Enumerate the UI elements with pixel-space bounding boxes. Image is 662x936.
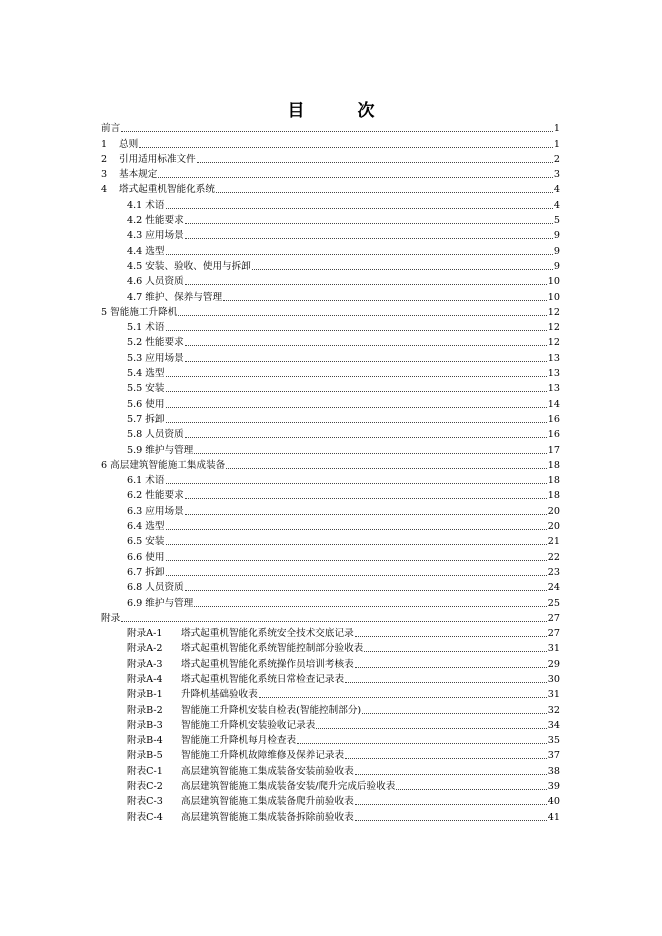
toc-entry[interactable]	[101, 579, 560, 594]
dot-leader	[364, 651, 547, 652]
toc-entry[interactable]	[101, 686, 560, 701]
toc-entry-title: 5.9 维护与管理	[127, 444, 194, 456]
toc-entry[interactable]	[101, 518, 560, 533]
dot-leader	[194, 453, 547, 454]
toc-entry-title: 附录	[101, 612, 121, 624]
toc-entry-page: 32	[547, 704, 560, 716]
toc-entry-title: 6 高层建筑智能施工集成装备	[101, 459, 226, 471]
dot-leader	[252, 269, 553, 270]
toc-entry-page: 9	[553, 260, 560, 272]
toc-entry-title: 6.6 使用	[127, 551, 165, 563]
dot-leader	[185, 361, 547, 362]
toc-entry[interactable]	[101, 196, 560, 211]
toc-entry-page: 4	[553, 184, 560, 196]
toc-entry-page: 10	[547, 276, 560, 288]
toc-entry-title: 前言	[101, 123, 121, 135]
toc-entry-title: 智能施工升降机故障维修及保养记录表	[181, 750, 345, 762]
dot-leader	[355, 636, 547, 637]
toc-entry[interactable]	[101, 380, 560, 395]
toc-entry-title: 总则	[119, 138, 139, 150]
toc-entry-page: 10	[547, 291, 560, 303]
toc-entry-title: 升降机基础验收表	[181, 689, 258, 701]
toc-entry[interactable]	[101, 487, 560, 502]
toc-entry-page: 18	[547, 475, 560, 487]
toc-entry[interactable]	[101, 625, 560, 640]
toc-entry[interactable]	[101, 548, 560, 563]
toc-entry-title: 5.7 拆卸	[127, 413, 165, 425]
dot-leader	[185, 514, 547, 515]
toc-entry-page: 17	[547, 444, 560, 456]
dot-leader	[158, 177, 553, 178]
dot-leader	[166, 376, 547, 377]
toc-entry[interactable]	[101, 258, 560, 273]
toc-entry[interactable]	[101, 732, 560, 747]
toc-entry[interactable]	[101, 701, 560, 716]
toc-entry-page: 24	[547, 582, 560, 594]
toc-entry-title: 6.8 人员资质	[127, 582, 184, 594]
toc-entry[interactable]	[101, 304, 560, 319]
toc-entry[interactable]	[101, 349, 560, 364]
toc-entry[interactable]	[101, 533, 560, 548]
toc-entry-page: 12	[547, 322, 560, 334]
toc-entry-page: 16	[547, 413, 560, 425]
dot-leader	[297, 743, 547, 744]
toc-entry-number: 附表C-3	[127, 796, 163, 808]
toc-entry-title: 塔式起重机智能化系统智能控制部分验收表	[181, 643, 364, 655]
toc-entry-page: 13	[547, 368, 560, 380]
dot-leader	[185, 437, 547, 438]
toc-entry[interactable]	[101, 793, 560, 808]
toc-entry-number: 附表C-2	[127, 781, 163, 793]
dot-leader	[166, 529, 547, 530]
toc-entry-number: 3	[101, 169, 108, 181]
toc-entry-number: 附录B-3	[127, 719, 163, 731]
toc-entry-title: 5 智能施工升降机	[101, 306, 178, 318]
toc-entry-title: 5.4 选型	[127, 368, 165, 380]
toc-entry-number: 附表C-4	[127, 811, 163, 823]
toc-entry-title: 塔式起重机智能化系统操作员培训考核表	[181, 658, 354, 670]
toc-entry[interactable]	[101, 365, 560, 380]
toc-entry[interactable]	[101, 564, 560, 579]
dot-leader	[355, 820, 547, 821]
toc-entry-title: 5.3 应用场景	[127, 352, 184, 364]
toc-entry[interactable]	[101, 472, 560, 487]
table-of-contents	[101, 120, 560, 824]
dot-leader	[362, 713, 547, 714]
toc-entry-title: 5.6 使用	[127, 398, 165, 410]
dot-leader	[166, 422, 547, 423]
dot-leader	[185, 223, 553, 224]
toc-entry-page: 38	[547, 765, 560, 777]
toc-entry-title: 智能施工升降机每月检查表	[181, 735, 297, 747]
toc-entry[interactable]	[101, 135, 560, 150]
toc-entry-page: 34	[547, 719, 560, 731]
toc-entry[interactable]	[101, 457, 560, 472]
toc-entry-page: 18	[547, 490, 560, 502]
toc-entry[interactable]	[101, 717, 560, 732]
dot-leader	[178, 315, 546, 316]
dot-leader	[185, 284, 547, 285]
dot-leader	[316, 728, 546, 729]
toc-entry-title: 6.7 拆卸	[127, 566, 165, 578]
dot-leader	[121, 621, 547, 622]
toc-entry[interactable]	[101, 151, 560, 166]
toc-entry-title: 塔式起重机智能化系统日常检查记录表	[181, 673, 345, 685]
toc-entry[interactable]	[101, 319, 560, 334]
toc-entry-page: 12	[547, 337, 560, 349]
toc-entry-number: 附录B-4	[127, 735, 163, 747]
toc-entry-title: 基本规定	[119, 169, 158, 181]
dot-leader	[355, 667, 547, 668]
toc-entry-number: 附录B-2	[127, 704, 163, 716]
dot-leader	[185, 590, 547, 591]
dot-leader	[166, 560, 547, 561]
dot-leader	[226, 468, 547, 469]
dot-leader	[216, 192, 553, 193]
toc-entry-number: 附录A-3	[127, 658, 163, 670]
dot-leader	[259, 697, 547, 698]
toc-entry-page: 30	[547, 673, 560, 685]
toc-entry-page: 27	[547, 628, 560, 640]
dot-leader	[166, 391, 547, 392]
toc-entry-number: 附录A-4	[127, 673, 163, 685]
toc-entry-title: 5.5 安装	[127, 383, 165, 395]
toc-entry[interactable]	[101, 273, 560, 288]
toc-entry-page: 1	[553, 123, 560, 135]
toc-entry-page: 37	[547, 750, 560, 762]
toc-entry-number: 4	[101, 184, 108, 196]
toc-entry-page: 20	[547, 505, 560, 517]
toc-entry[interactable]	[101, 181, 560, 196]
dot-leader	[166, 483, 547, 484]
toc-entry[interactable]	[101, 594, 560, 609]
toc-entry-title: 高层建筑智能施工集成装备安装前验收表	[181, 765, 354, 777]
toc-entry-title: 4.4 选型	[127, 245, 165, 257]
toc-entry-number: 附录B-1	[127, 689, 163, 701]
toc-entry-page: 23	[547, 566, 560, 578]
toc-entry-number: 附录A-1	[127, 628, 163, 640]
toc-entry[interactable]	[101, 212, 560, 227]
toc-entry-title: 6.4 选型	[127, 521, 165, 533]
dot-leader	[166, 544, 547, 545]
dot-leader	[396, 789, 546, 790]
toc-entry-page: 41	[547, 811, 560, 823]
toc-entry-title: 6.9 维护与管理	[127, 597, 194, 609]
toc-entry-number: 附录A-2	[127, 643, 163, 655]
toc-entry-page: 40	[547, 796, 560, 808]
dot-leader	[166, 254, 553, 255]
toc-entry-page: 39	[547, 781, 560, 793]
toc-entry-page: 1	[553, 138, 560, 150]
toc-title: 目 次	[287, 101, 393, 121]
toc-entry-page: 31	[547, 643, 560, 655]
toc-entry[interactable]	[101, 762, 560, 777]
toc-entry-page: 13	[547, 383, 560, 395]
toc-entry-title: 5.2 性能要求	[127, 337, 184, 349]
dot-leader	[345, 682, 547, 683]
toc-entry[interactable]	[101, 778, 560, 793]
dot-leader	[223, 300, 547, 301]
toc-entry-page: 9	[553, 245, 560, 257]
dot-leader	[166, 407, 547, 408]
dot-leader	[185, 238, 553, 239]
toc-entry-title: 塔式起重机智能化系统	[119, 184, 215, 196]
toc-entry-page: 29	[547, 658, 560, 670]
toc-entry[interactable]	[101, 502, 560, 517]
toc-entry-page: 12	[547, 306, 560, 318]
dot-leader	[139, 147, 553, 148]
toc-entry[interactable]	[101, 747, 560, 762]
toc-entry-title: 高层建筑智能施工集成装备拆除前验收表	[181, 811, 354, 823]
toc-entry-title: 4.6 人员资质	[127, 276, 184, 288]
toc-entry-title: 6.5 安装	[127, 536, 165, 548]
toc-entry[interactable]	[101, 334, 560, 349]
toc-entry[interactable]	[101, 166, 560, 181]
toc-entry-page: 22	[547, 551, 560, 563]
dot-leader	[121, 131, 553, 132]
toc-entry-title: 高层建筑智能施工集成装备爬升前验收表	[181, 796, 354, 808]
toc-entry-page: 14	[547, 398, 560, 410]
toc-entry-title: 6.1 术语	[127, 475, 165, 487]
dot-leader	[185, 498, 547, 499]
toc-entry[interactable]	[101, 441, 560, 456]
dot-leader	[166, 575, 547, 576]
toc-entry-number: 2	[101, 153, 108, 165]
toc-entry-page: 31	[547, 689, 560, 701]
toc-entry-title: 智能施工升降机安装自检表(智能控制部分)	[181, 704, 362, 716]
toc-entry[interactable]	[101, 671, 560, 686]
toc-entry-number: 附录B-5	[127, 750, 163, 762]
toc-entry-page: 27	[547, 612, 560, 624]
dot-leader	[194, 606, 547, 607]
toc-entry[interactable]	[101, 288, 560, 303]
dot-leader	[185, 345, 547, 346]
dot-leader	[197, 162, 553, 163]
toc-entry[interactable]	[101, 808, 560, 823]
toc-entry-title: 高层建筑智能施工集成装备安装/爬升完成后验收表	[181, 781, 396, 793]
toc-entry-page: 5	[553, 215, 560, 227]
toc-entry-title: 4.7 维护、保养与管理	[127, 291, 223, 303]
toc-entry[interactable]	[101, 640, 560, 655]
toc-entry[interactable]	[101, 395, 560, 410]
toc-entry[interactable]	[101, 655, 560, 670]
toc-entry-title: 6.2 性能要求	[127, 490, 184, 502]
toc-entry-page: 25	[547, 597, 560, 609]
toc-entry-title: 引用适用标准文件	[119, 153, 196, 165]
toc-entry[interactable]	[101, 411, 560, 426]
toc-entry[interactable]	[101, 120, 560, 135]
toc-entry-page: 20	[547, 521, 560, 533]
dot-leader	[345, 758, 547, 759]
dot-leader	[355, 804, 547, 805]
toc-entry-title: 5.8 人员资质	[127, 429, 184, 441]
toc-entry-title: 5.1 术语	[127, 322, 165, 334]
toc-entry-title: 4.3 应用场景	[127, 230, 184, 242]
toc-entry[interactable]	[101, 227, 560, 242]
toc-entry-title: 4.2 性能要求	[127, 215, 184, 227]
toc-entry-number: 1	[101, 138, 108, 150]
toc-entry[interactable]	[101, 242, 560, 257]
toc-entry-page: 21	[547, 536, 560, 548]
toc-entry[interactable]	[101, 426, 560, 441]
toc-entry[interactable]	[101, 610, 560, 625]
dot-leader	[355, 774, 547, 775]
toc-entry-page: 16	[547, 429, 560, 441]
toc-entry-page: 35	[547, 735, 560, 747]
toc-entry-page: 3	[553, 169, 560, 181]
toc-entry-page: 2	[553, 153, 560, 165]
toc-entry-title: 6.3 应用场景	[127, 505, 184, 517]
toc-entry-title: 4.5 安装、验收、使用与拆卸	[127, 260, 251, 272]
toc-entry-page: 18	[547, 459, 560, 471]
toc-entry-page: 13	[547, 352, 560, 364]
toc-entry-title: 塔式起重机智能化系统安全技术交底记录	[181, 628, 354, 640]
toc-entry-page: 4	[553, 199, 560, 211]
toc-entry-title: 4.1 术语	[127, 199, 165, 211]
dot-leader	[166, 208, 553, 209]
toc-entry-page: 9	[553, 230, 560, 242]
toc-entry-title: 智能施工升降机安装验收记录表	[181, 719, 316, 731]
toc-entry-number: 附表C-1	[127, 765, 163, 777]
dot-leader	[166, 330, 547, 331]
